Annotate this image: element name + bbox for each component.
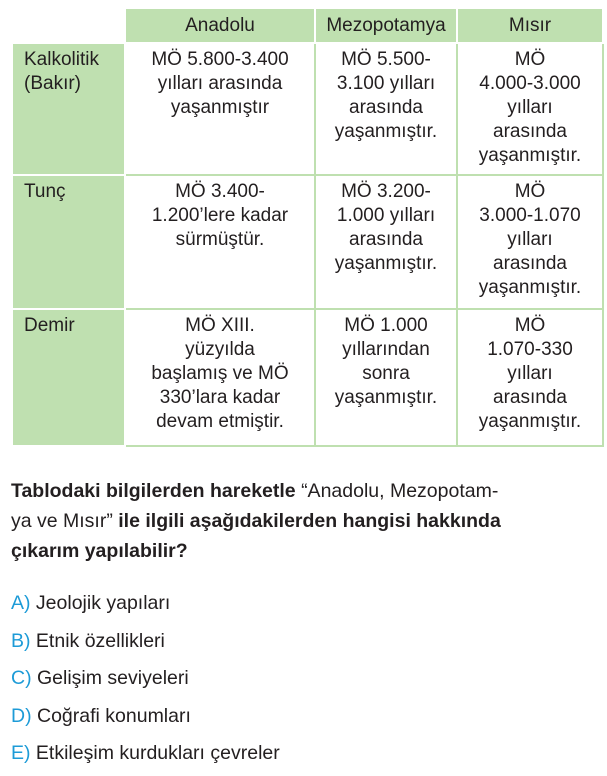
question-quoted-part2: ya ve Mısır” xyxy=(11,510,113,532)
cell-line: yılları xyxy=(507,97,553,118)
option-text: Gelişim seviyeleri xyxy=(37,667,189,689)
question-stem xyxy=(11,476,603,566)
cell-line: 330’lara kadar xyxy=(159,387,281,408)
option-text: Etkileşim kurdukları çevreler xyxy=(35,742,280,764)
column-header-anadolu: Anadolu xyxy=(125,8,315,43)
cell-line: yaşanmıştır. xyxy=(334,121,438,142)
cell-line: sürmüştür. xyxy=(175,229,265,250)
table-row-demir xyxy=(12,309,603,446)
table-cell xyxy=(315,175,457,309)
cell-line: MÖ xyxy=(514,315,546,336)
cell-line: yaşanmıştır. xyxy=(334,253,438,274)
table-cell xyxy=(125,43,315,175)
option-text: Jeolojik yapıları xyxy=(35,592,171,614)
row-header-kalkolitik xyxy=(12,43,125,175)
table-header-row xyxy=(12,8,603,43)
cell-line: arasında xyxy=(349,97,423,118)
cell-line: arasında xyxy=(493,121,567,142)
question-line-1 xyxy=(11,476,603,506)
question-line-3 xyxy=(11,536,603,566)
option-e[interactable] xyxy=(11,738,591,776)
comparison-table-container xyxy=(11,7,602,443)
cell-line: devam etmiştir. xyxy=(156,411,284,432)
table-cell xyxy=(125,175,315,309)
table-cell xyxy=(457,43,603,175)
cell-line: MÖ xyxy=(514,49,546,70)
cell-line: arasında xyxy=(493,387,567,408)
cell-line: MÖ 3.200- xyxy=(341,181,431,202)
cell-line: yılları arasında xyxy=(157,73,283,94)
cell-line: yaşanmıştır. xyxy=(334,387,438,408)
cell-line: yıllarından xyxy=(342,339,430,360)
cell-line: 3.100 yılları xyxy=(336,73,436,94)
cell-line: MÖ XIII. xyxy=(185,315,255,336)
row-header-tunc xyxy=(12,175,125,309)
cell-line: MÖ 1.000 xyxy=(344,315,428,336)
table-cell xyxy=(457,175,603,309)
cell-line: yaşanmıştır. xyxy=(478,277,582,298)
cell-line: 3.000-1.070 xyxy=(479,205,581,226)
option-text: Coğrafi konumları xyxy=(37,704,191,727)
table-cell xyxy=(315,309,457,446)
answer-options xyxy=(11,588,591,776)
option-a[interactable] xyxy=(11,588,591,626)
option-b[interactable] xyxy=(11,626,591,664)
cell-line: sonra xyxy=(362,363,410,384)
cell-line: yaşanmıştır. xyxy=(478,411,582,432)
comparison-table xyxy=(11,7,604,447)
row-header-line: Kalkolitik xyxy=(24,49,99,70)
table-cell xyxy=(457,309,603,446)
question-quoted-part1: “Anadolu, Mezopotam- xyxy=(301,480,499,502)
cell-line: 1.070-330 xyxy=(487,339,573,360)
cell-line: MÖ xyxy=(514,181,546,202)
question-bold-intro: Tablodaki bilgilerden hareketle xyxy=(11,480,302,502)
cell-line: MÖ 5.500- xyxy=(341,49,431,70)
cell-line: 1.200’lere kadar xyxy=(151,205,289,226)
option-d[interactable] xyxy=(11,701,591,739)
cell-line: MÖ 3.400- xyxy=(175,181,265,202)
table-cell xyxy=(125,309,315,446)
cell-line: 1.000 yılları xyxy=(336,205,436,226)
option-letter: A) xyxy=(11,592,31,614)
row-header-demir xyxy=(12,309,125,446)
cell-line: yüzyılda xyxy=(185,339,255,360)
row-header-line: Tunç xyxy=(24,181,66,202)
cell-line: yılları xyxy=(507,363,553,384)
cell-line: başlamış ve MÖ xyxy=(151,363,289,384)
cell-line: arasında xyxy=(493,253,567,274)
cell-line: 4.000-3.000 xyxy=(479,73,581,94)
cell-line: yaşanmıştır. xyxy=(478,145,582,166)
cell-line: arasında xyxy=(349,229,423,250)
row-header-line: Demir xyxy=(24,315,75,336)
column-header-mezopotamya: Mezopotamya xyxy=(315,8,457,43)
table-row-kalkolitik xyxy=(12,43,603,175)
row-header-line: (Bakır) xyxy=(24,73,81,94)
cell-line: yaşanmıştır xyxy=(170,97,270,118)
option-text: Etnik özellikleri xyxy=(35,629,165,652)
table-row-tunc xyxy=(12,175,603,309)
option-letter: D) xyxy=(11,704,32,727)
cell-line: yılları xyxy=(507,229,553,250)
option-letter: E) xyxy=(11,742,31,764)
column-header-misir: Mısır xyxy=(457,8,603,43)
table-corner-cell xyxy=(12,8,125,43)
question-bold-rest: ile ilgili aşağıdakilerden hangisi hakkında xyxy=(112,510,501,532)
option-letter: C) xyxy=(11,667,32,689)
question-line-2 xyxy=(11,506,603,536)
question-bold-end: çıkarım yapılabilir? xyxy=(11,540,188,562)
table-cell xyxy=(315,43,457,175)
option-letter: B) xyxy=(11,629,31,652)
cell-line: MÖ 5.800-3.400 xyxy=(151,49,289,70)
option-c[interactable] xyxy=(11,663,591,701)
